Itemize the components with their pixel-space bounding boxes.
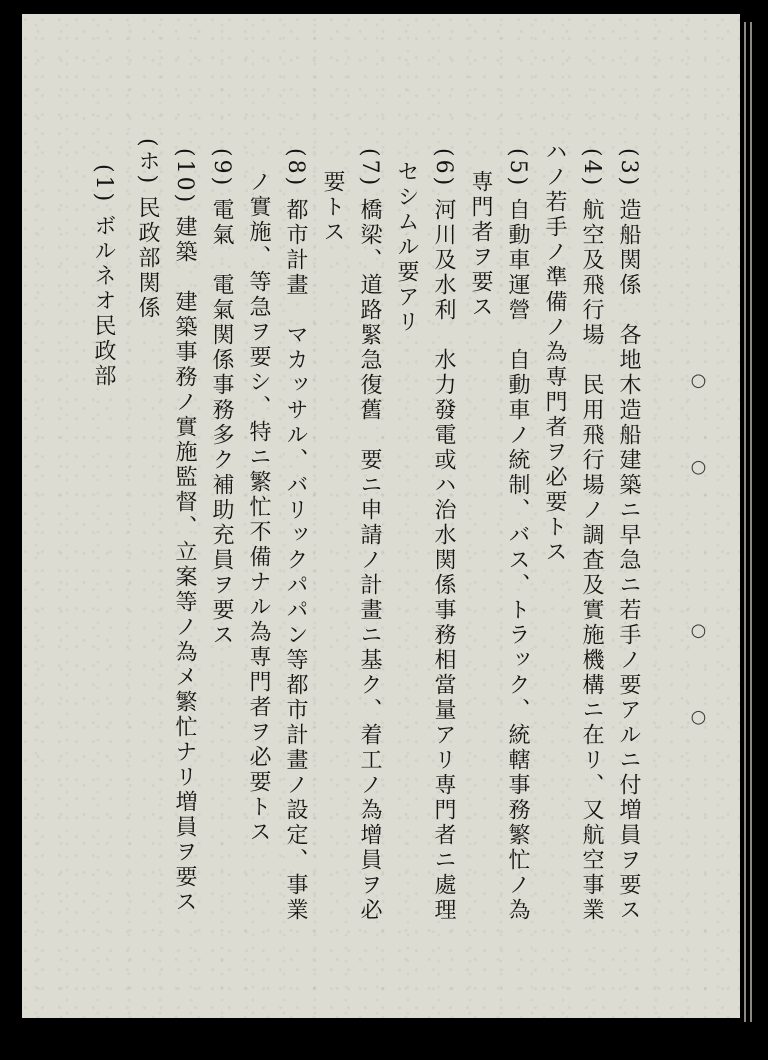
text-column-12: (9) 電氣 電氣関係事務多ク補助充員ヲ要ス: [209, 148, 234, 649]
text-column-15: (1) ボルネオ民政部: [91, 164, 116, 390]
text-column-11: ノ實施、等急ヲ要シ、特ニ繁忙不備ナル為専門者ヲ必要トス: [246, 170, 271, 845]
page-edge-line-outer: [750, 22, 752, 1022]
text-column-3: ハノ若手ノ準備ノ為専門者ヲ必要トス: [542, 140, 567, 565]
text-column-6: (6) 河川及水利 水力發電或ハ治水関係事務相當量アリ専門者ニ處理: [431, 148, 456, 924]
text-column-13: (10) 建築 建築事務ノ實施監督、立案等ノ為メ繁忙ナリ増員ヲ要ス: [172, 148, 197, 916]
text-column-4: (5) 自動車運營 自動車ノ統制、バス、トラック、統轄事務繁忙ノ為: [505, 148, 530, 924]
binding-marks-lower: ○ ○: [688, 620, 709, 758]
text-column-10: (8) 都市計畫 マカッサル、バリックパパン等都市計畫ノ設定、事業: [283, 148, 308, 924]
text-column-1: (3) 造船関係 各地木造船建築ニ早急ニ若手ノ要アルニ付増員ヲ要ス: [616, 148, 641, 924]
page-edge-line: [744, 22, 746, 1022]
text-column-9: 要トス: [320, 170, 345, 245]
text-column-2: (4) 航空及飛行場 民用飛行場ノ調査及實施機構ニ在リ、又航空事業: [579, 148, 604, 924]
text-column-14: (ホ) 民政部関係: [135, 138, 160, 322]
text-column-5: 専門者ヲ要ス: [468, 170, 493, 320]
text-column-7: セシムル要アリ: [394, 160, 419, 335]
binding-marks-upper: ○ ○: [688, 370, 709, 508]
text-column-8: (7) 橋梁、道路緊急復舊 要ニ申請ノ計畫ニ基ク、着工ノ為增員ヲ必: [357, 148, 382, 924]
